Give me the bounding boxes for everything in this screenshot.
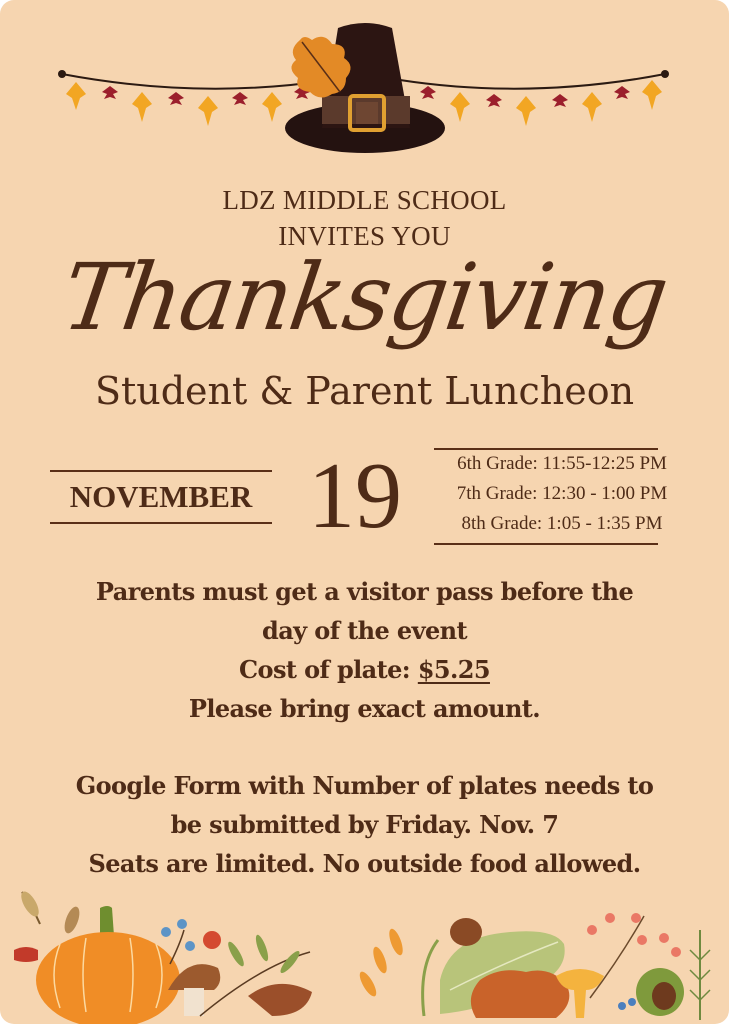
exact-amount-line: Please bring exact amount. [188,694,541,723]
month-bottom-rule [50,522,272,524]
schedule-top-rule [434,448,658,450]
schedule-item-6th: 6th Grade: 11:55-12:25 PM [457,453,667,474]
event-month: NOVEMBER [69,479,253,514]
form-notes [0,766,729,883]
acorn-icon [450,918,482,946]
event-title: Thanksgiving [56,244,673,351]
cost-line [0,650,729,689]
event-subtitle: Student & Parent Luncheon [94,369,635,413]
cost-value: $5.25 [417,655,490,684]
school-line: LDZ MIDDLE SCHOOL [222,185,507,215]
pumpkin-icon [36,906,180,1024]
month-top-rule [50,470,272,472]
month-block [50,470,272,524]
schedule-item-7th: 7th Grade: 12:30 - 1:00 PM [456,483,668,504]
pine-sprig-icon [690,930,710,1020]
chestnut-icon [618,968,684,1016]
visitor-pass-line-2: day of the event [262,616,467,645]
visitor-cost-notes [0,572,729,728]
garland-hat-decoration [0,0,729,170]
schedule-bottom-rule [434,543,658,545]
seats-line: Seats are limited. No outside food allowed. [88,849,641,878]
autumn-border-decoration [0,880,729,1024]
schedule-item-8th: 8th Grade: 1:05 - 1:35 PM [461,513,663,534]
event-day: 19 [308,444,402,548]
invite-line: INVITES YOU [278,221,451,251]
cost-label: Cost of plate: [239,655,418,684]
wheat-icon [357,927,438,1016]
oak-leaf-icon-bottom [471,970,569,1018]
form-line-1: Google Form with Number of plates needs to [75,771,654,800]
visitor-pass-line-1: Parents must get a visitor pass before the [95,577,634,606]
form-line-2: be submitted by Friday. Nov. 7 [170,810,559,839]
